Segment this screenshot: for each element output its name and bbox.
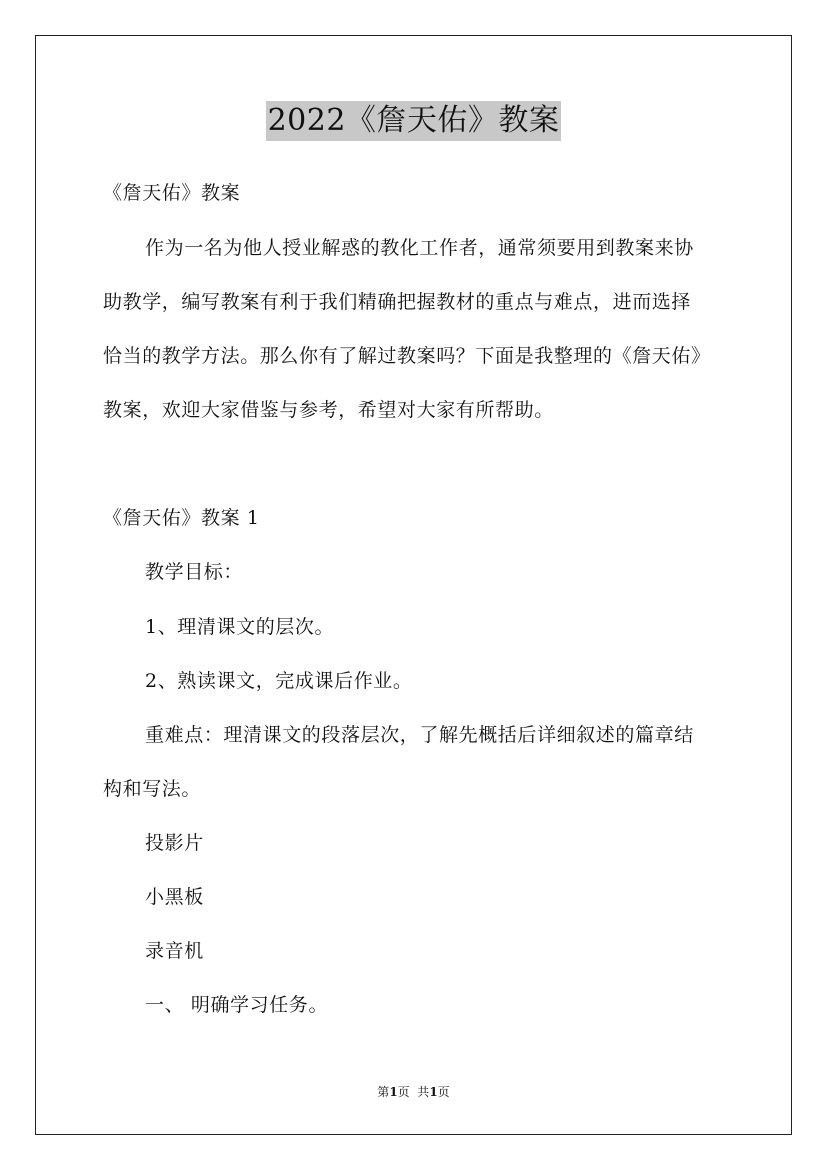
footer-page-suffix: 页: [437, 1085, 450, 1099]
intro-line-1: 作为一名为他人授业解惑的教化工作者，通常须要用到教案来协: [145, 237, 694, 259]
document-title: 2022《詹天佑》教案: [266, 101, 562, 141]
intro-line-3: 恰当的教学方法。那么你有了解过教案吗？下面是我整理的《詹天佑》: [103, 345, 711, 367]
section-heading: 《詹天佑》教案 1: [103, 507, 260, 529]
title-container: [0, 101, 827, 141]
footer-total-pages: 1: [429, 1085, 438, 1099]
list-item-2: 2、熟读课文，完成课后作业。: [145, 670, 413, 692]
footer-page-middle: 页 共: [397, 1085, 430, 1099]
list-item-blackboard: 小黑板: [145, 886, 204, 908]
list-item-objectives: 教学目标：: [145, 561, 244, 583]
list-item-slides: 投影片: [145, 832, 204, 854]
footer-page-prefix: 第: [377, 1085, 390, 1099]
document-subtitle: 《詹天佑》教案: [103, 182, 241, 204]
list-item-1: 1、理清课文的层次。: [145, 616, 335, 638]
intro-line-2: 助教学，编写教案有利于我们精确把握教材的重点与难点，进而选择: [103, 291, 692, 313]
list-item-step-1: 一、 明确学习任务。: [145, 994, 329, 1016]
page-footer: [0, 1083, 827, 1101]
intro-line-4: 教案，欢迎大家借鉴与参考，希望对大家有所帮助。: [103, 399, 554, 421]
list-item-difficulty: 重难点：理清课文的段落层次，了解先概括后详细叙述的篇章结: [145, 724, 694, 746]
list-item-recorder: 录音机: [145, 940, 204, 962]
footer-page-number: 1: [389, 1085, 398, 1099]
list-item-difficulty-cont: 构和写法。: [103, 778, 202, 800]
